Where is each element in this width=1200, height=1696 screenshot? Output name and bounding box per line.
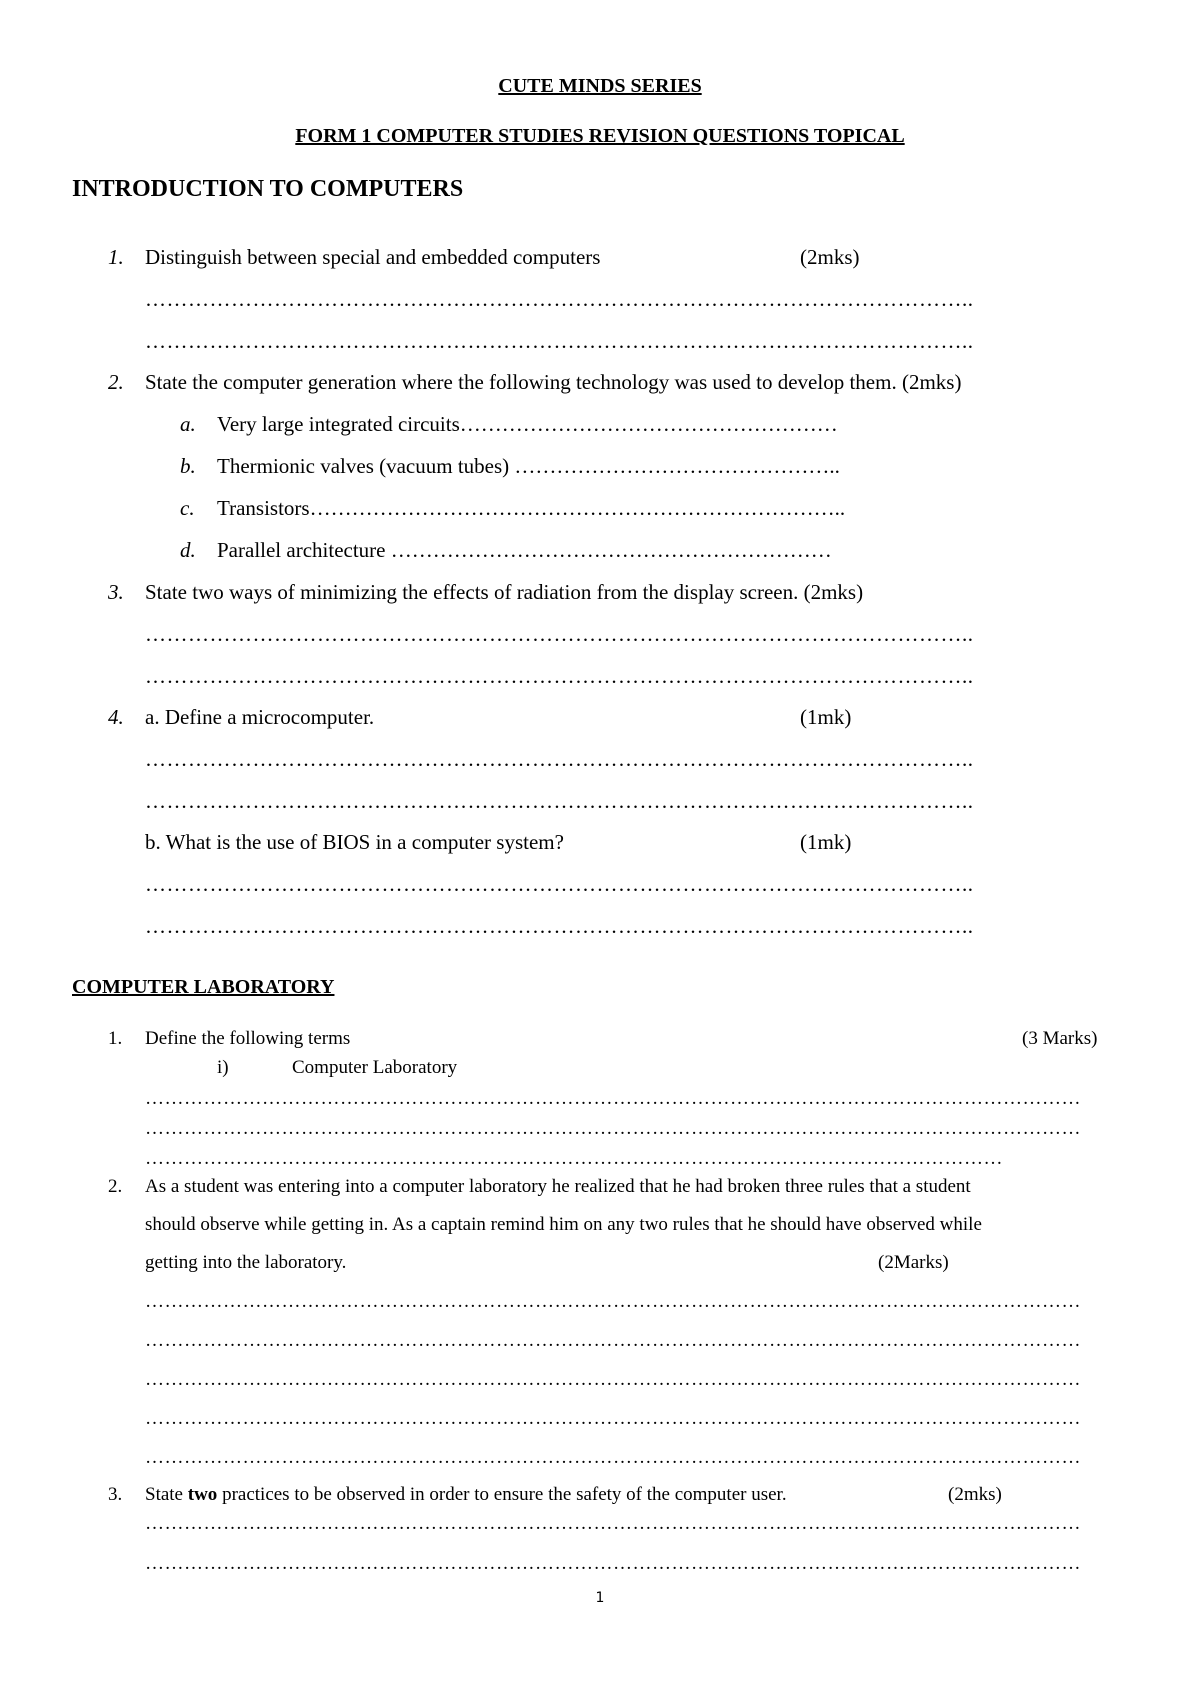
- document-subtitle: FORM 1 COMPUTER STUDIES REVISION QUESTIONS TOPICAL: [295, 125, 905, 147]
- question-marks: (1mk): [800, 705, 852, 729]
- sub-item-number: i): [217, 1057, 229, 1078]
- question-text: Distinguish between special and embedded computers: [145, 245, 601, 269]
- section-title-laboratory: COMPUTER LABORATORY: [72, 976, 335, 998]
- answer-line[interactable]: ………………………………………………………………………………………………………………………………: [145, 1330, 1081, 1351]
- question-marks: (2mks): [800, 245, 860, 269]
- sub-item-text: Thermionic valves (vacuum tubes) ………………………………………..: [217, 454, 840, 478]
- question-text-part: practices to be observed in order to ensure the safety of the computer user.: [217, 1484, 787, 1505]
- answer-line[interactable]: ………………………………………………………………………………………………………………………………: [145, 1447, 1081, 1468]
- question-number: 3.: [108, 1484, 123, 1505]
- question-marks: (2mks): [948, 1484, 1002, 1505]
- sub-item-text: Parallel architecture ………………………………………………………: [217, 538, 832, 562]
- answer-line[interactable]: ……………………………………………………………………………………………………..: [145, 664, 974, 688]
- question-number: 2.: [108, 1176, 123, 1197]
- question-number: 4.: [108, 705, 124, 729]
- answer-line[interactable]: ……………………………………………………………………………………………………..: [145, 287, 974, 311]
- question-text: State two ways of minimizing the effects of radiation from the display screen. (2mks): [145, 580, 864, 604]
- sub-item-text: Very large integrated circuits………………………………………………: [217, 412, 838, 436]
- question-number: 3.: [108, 580, 124, 604]
- sub-item-letter: b.: [180, 454, 196, 478]
- page-number: 1: [595, 1590, 605, 1606]
- answer-line[interactable]: ………………………………………………………………………………………………………………………………: [145, 1088, 1081, 1109]
- section-title-introduction: INTRODUCTION TO COMPUTERS: [72, 176, 464, 202]
- sub-item-letter: d.: [180, 538, 196, 562]
- answer-line[interactable]: ………………………………………………………………………………………………………………………………: [145, 1513, 1081, 1534]
- sub-item-letter: a.: [180, 412, 196, 436]
- question-marks: (1mk): [800, 830, 852, 854]
- question-text: Define the following terms: [145, 1028, 351, 1049]
- question-emphasis: two: [187, 1484, 218, 1505]
- answer-line[interactable]: ………………………………………………………………………………………………………………………………: [145, 1118, 1081, 1139]
- question-text-part: State: [145, 1484, 188, 1505]
- series-title: CUTE MINDS SERIES: [498, 75, 702, 97]
- answer-line[interactable]: ……………………………………………………………………………………………………..: [145, 872, 974, 896]
- question-number: 1.: [108, 1028, 123, 1049]
- question-number: 2.: [108, 370, 124, 394]
- sub-item-text: Transistors…………………………………………………………………..: [217, 496, 846, 520]
- sub-item-letter: c.: [180, 496, 195, 520]
- answer-line[interactable]: ……………………………………………………………………………………………………………………: [145, 1148, 1003, 1169]
- question-marks: (2Marks): [878, 1252, 949, 1273]
- question-text: As a student was entering into a computer laboratory he realized that he had broken three rules that a student: [145, 1176, 971, 1197]
- answer-line[interactable]: ……………………………………………………………………………………………………..: [145, 329, 974, 353]
- question-text: getting into the laboratory.: [145, 1252, 347, 1273]
- answer-line[interactable]: ……………………………………………………………………………………………………..: [145, 789, 974, 813]
- answer-line[interactable]: ……………………………………………………………………………………………………..: [145, 747, 974, 771]
- question-text: should observe while getting in. As a captain remind him on any two rules that he should have observed while: [145, 1214, 982, 1235]
- answer-line[interactable]: ………………………………………………………………………………………………………………………………: [145, 1291, 1081, 1312]
- answer-line[interactable]: ………………………………………………………………………………………………………………………………: [145, 1369, 1081, 1390]
- question-text: State the computer generation where the following technology was used to develop them. (2mks): [145, 370, 962, 394]
- question-text: b. What is the use of BIOS in a computer system?: [145, 830, 564, 854]
- question-marks: (3 Marks): [1022, 1028, 1098, 1049]
- answer-line[interactable]: ………………………………………………………………………………………………………………………………: [145, 1553, 1081, 1574]
- answer-line[interactable]: ……………………………………………………………………………………………………..: [145, 914, 974, 938]
- answer-line[interactable]: ………………………………………………………………………………………………………………………………: [145, 1408, 1081, 1429]
- answer-line[interactable]: ……………………………………………………………………………………………………..: [145, 622, 974, 646]
- question-text: [145, 1484, 787, 1506]
- question-text: a. Define a microcomputer.: [145, 705, 375, 729]
- sub-item-text: Computer Laboratory: [292, 1057, 458, 1078]
- question-number: 1.: [108, 245, 124, 269]
